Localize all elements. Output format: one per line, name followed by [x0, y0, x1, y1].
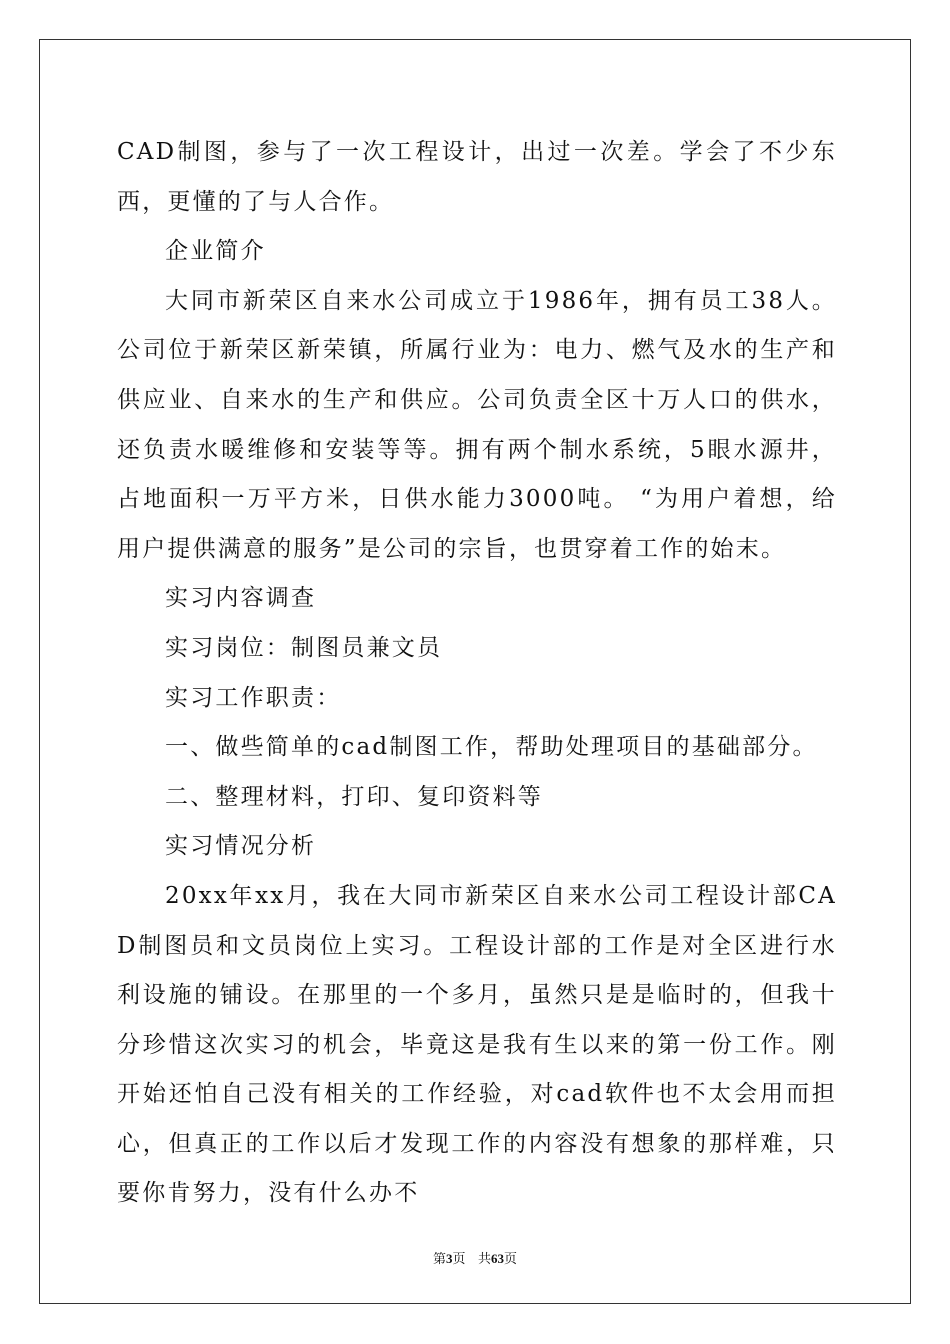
footer-prefix: 第: [433, 1252, 447, 1267]
footer-total-unit: 页: [503, 1252, 517, 1267]
footer-page-unit: 页: [452, 1252, 466, 1267]
current-page-number: 3: [446, 1251, 453, 1266]
duty-item-1: 一、做些简单的cad制图工作，帮助处理项目的基础部分。: [165, 734, 818, 761]
internship-position: 实习岗位：制图员兼文员: [165, 634, 443, 661]
paragraph-company-intro: 大同市新荣区自来水公司成立于1986年，拥有员工38人。公司位于新荣区新荣镇，所属行业为：电力、燃气及水的生产和供应业、自来水的生产和供应。公司负责全区十万人口的供水，还负责水暖维修和安装等等。拥有两个制水系统，5眼水源井，占地面积一万平方米，日供水能力3000吨。 “为用户着想，给用户提供满意的服务”是公司的宗旨，也贯穿着工作的始末。: [117, 287, 837, 562]
duty-item-2: 二、整理材料，打印、复印资料等: [165, 783, 543, 810]
document-body: [117, 128, 837, 1219]
total-page-number: 63: [490, 1251, 504, 1266]
heading-internship-content: 实习内容调查: [165, 585, 317, 612]
footer-total-prefix: 共: [477, 1252, 491, 1267]
paragraph-1: CAD制图，参与了一次工程设计，出过一次差。学会了不少东西，更懂的了与人合作。: [117, 139, 837, 215]
heading-company-intro: 企业简介: [165, 238, 266, 265]
page-footer: [0, 1248, 950, 1267]
heading-internship-analysis: 实习情况分析: [165, 833, 317, 860]
paragraph-internship-analysis: 20xx年xx月，我在大同市新荣区自来水公司工程设计部CAD制图员和文员岗位上实习。工程设计部的工作是对全区进行水利设施的铺设。在那里的一个多月，虽然只是是临时的，但我十分珍惜这次实习的机会，毕竟这是我有生以来的第一份工作。刚开始还怕自己没有相关的工作经验，对cad软件也不太会用而担心，但真正的工作以后才发现工作的内容没有想象的那样难，只要你肯努力，没有什么办不: [117, 882, 837, 1207]
internship-duties-label: 实习工作职责：: [165, 684, 342, 711]
